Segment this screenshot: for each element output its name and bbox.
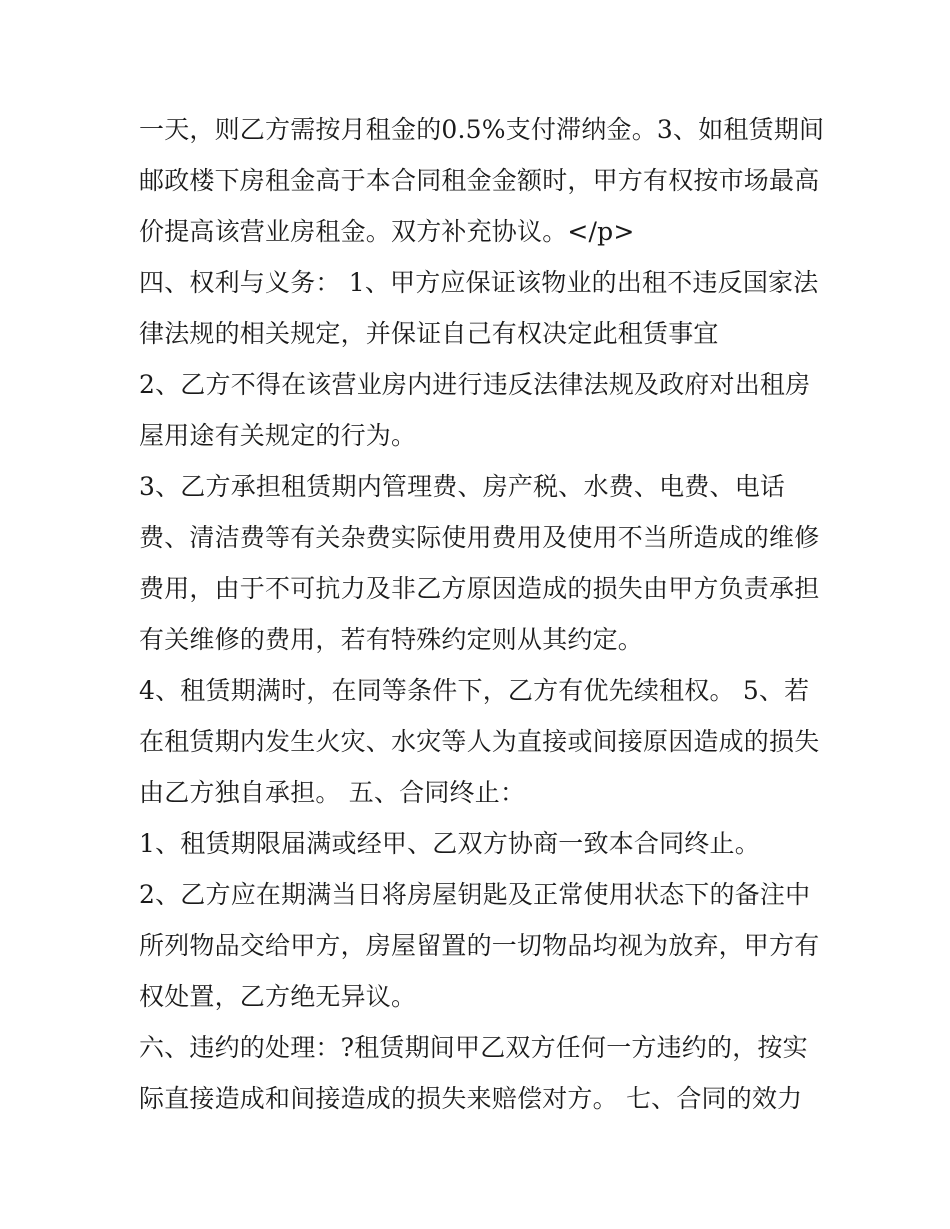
text-line: 邮政楼下房租金高于本合同租金金额时，甲方有权按市场最高	[139, 166, 820, 195]
text-line: 由乙方独自承担。 五、合同终止：	[139, 778, 526, 807]
text-line: 屋用途有关规定的行为。	[139, 421, 417, 450]
text-line: 一天，则乙方需按月租金的0.5%支付滞纳金。3、如租赁期间	[139, 115, 825, 144]
text-line: 价提高该营业房租金。双方补充协议。</p>	[139, 217, 635, 246]
text-line: 费用，由于不可抗力及非乙方原因造成的损失由甲方负责承担	[139, 574, 820, 603]
text-line: 2、乙方不得在该营业房内进行违反法律法规及政府对出租房	[139, 370, 811, 399]
text-line: 际直接造成和间接造成的损失来赔偿对方。 七、合同的效力	[139, 1084, 803, 1113]
text-line: 律法规的相关规定，并保证自己有权决定此租赁事宜	[139, 319, 719, 348]
text-line: 2、乙方应在期满当日将房屋钥匙及正常使用状态下的备注中	[139, 880, 811, 909]
text-line: 六、违约的处理：?租赁期间甲乙双方任何一方违约的，按实	[139, 1033, 808, 1062]
text-line: 有关维修的费用，若有特殊约定则从其约定。	[139, 625, 644, 654]
document-body	[139, 104, 829, 1124]
text-line: 3、乙方承担租赁期内管理费、房产税、水费、电费、电话	[139, 472, 786, 501]
text-line: 所列物品交给甲方，房屋留置的一切物品均视为放弃，甲方有	[139, 931, 820, 960]
text-line: 1、租赁期限届满或经甲、乙双方协商一致本合同终止。	[139, 829, 760, 858]
text-line: 四、权利与义务： 1、甲方应保证该物业的出租不违反国家法	[139, 268, 819, 297]
text-line: 在租赁期内发生火灾、水灾等人为直接或间接原因造成的损失	[139, 727, 820, 756]
text-line: 权处置，乙方绝无异议。	[139, 982, 417, 1011]
text-line: 费、清洁费等有关杂费实际使用费用及使用不当所造成的维修	[139, 523, 820, 552]
text-line: 4、租赁期满时，在同等条件下，乙方有优先续租权。 5、若	[139, 676, 810, 705]
